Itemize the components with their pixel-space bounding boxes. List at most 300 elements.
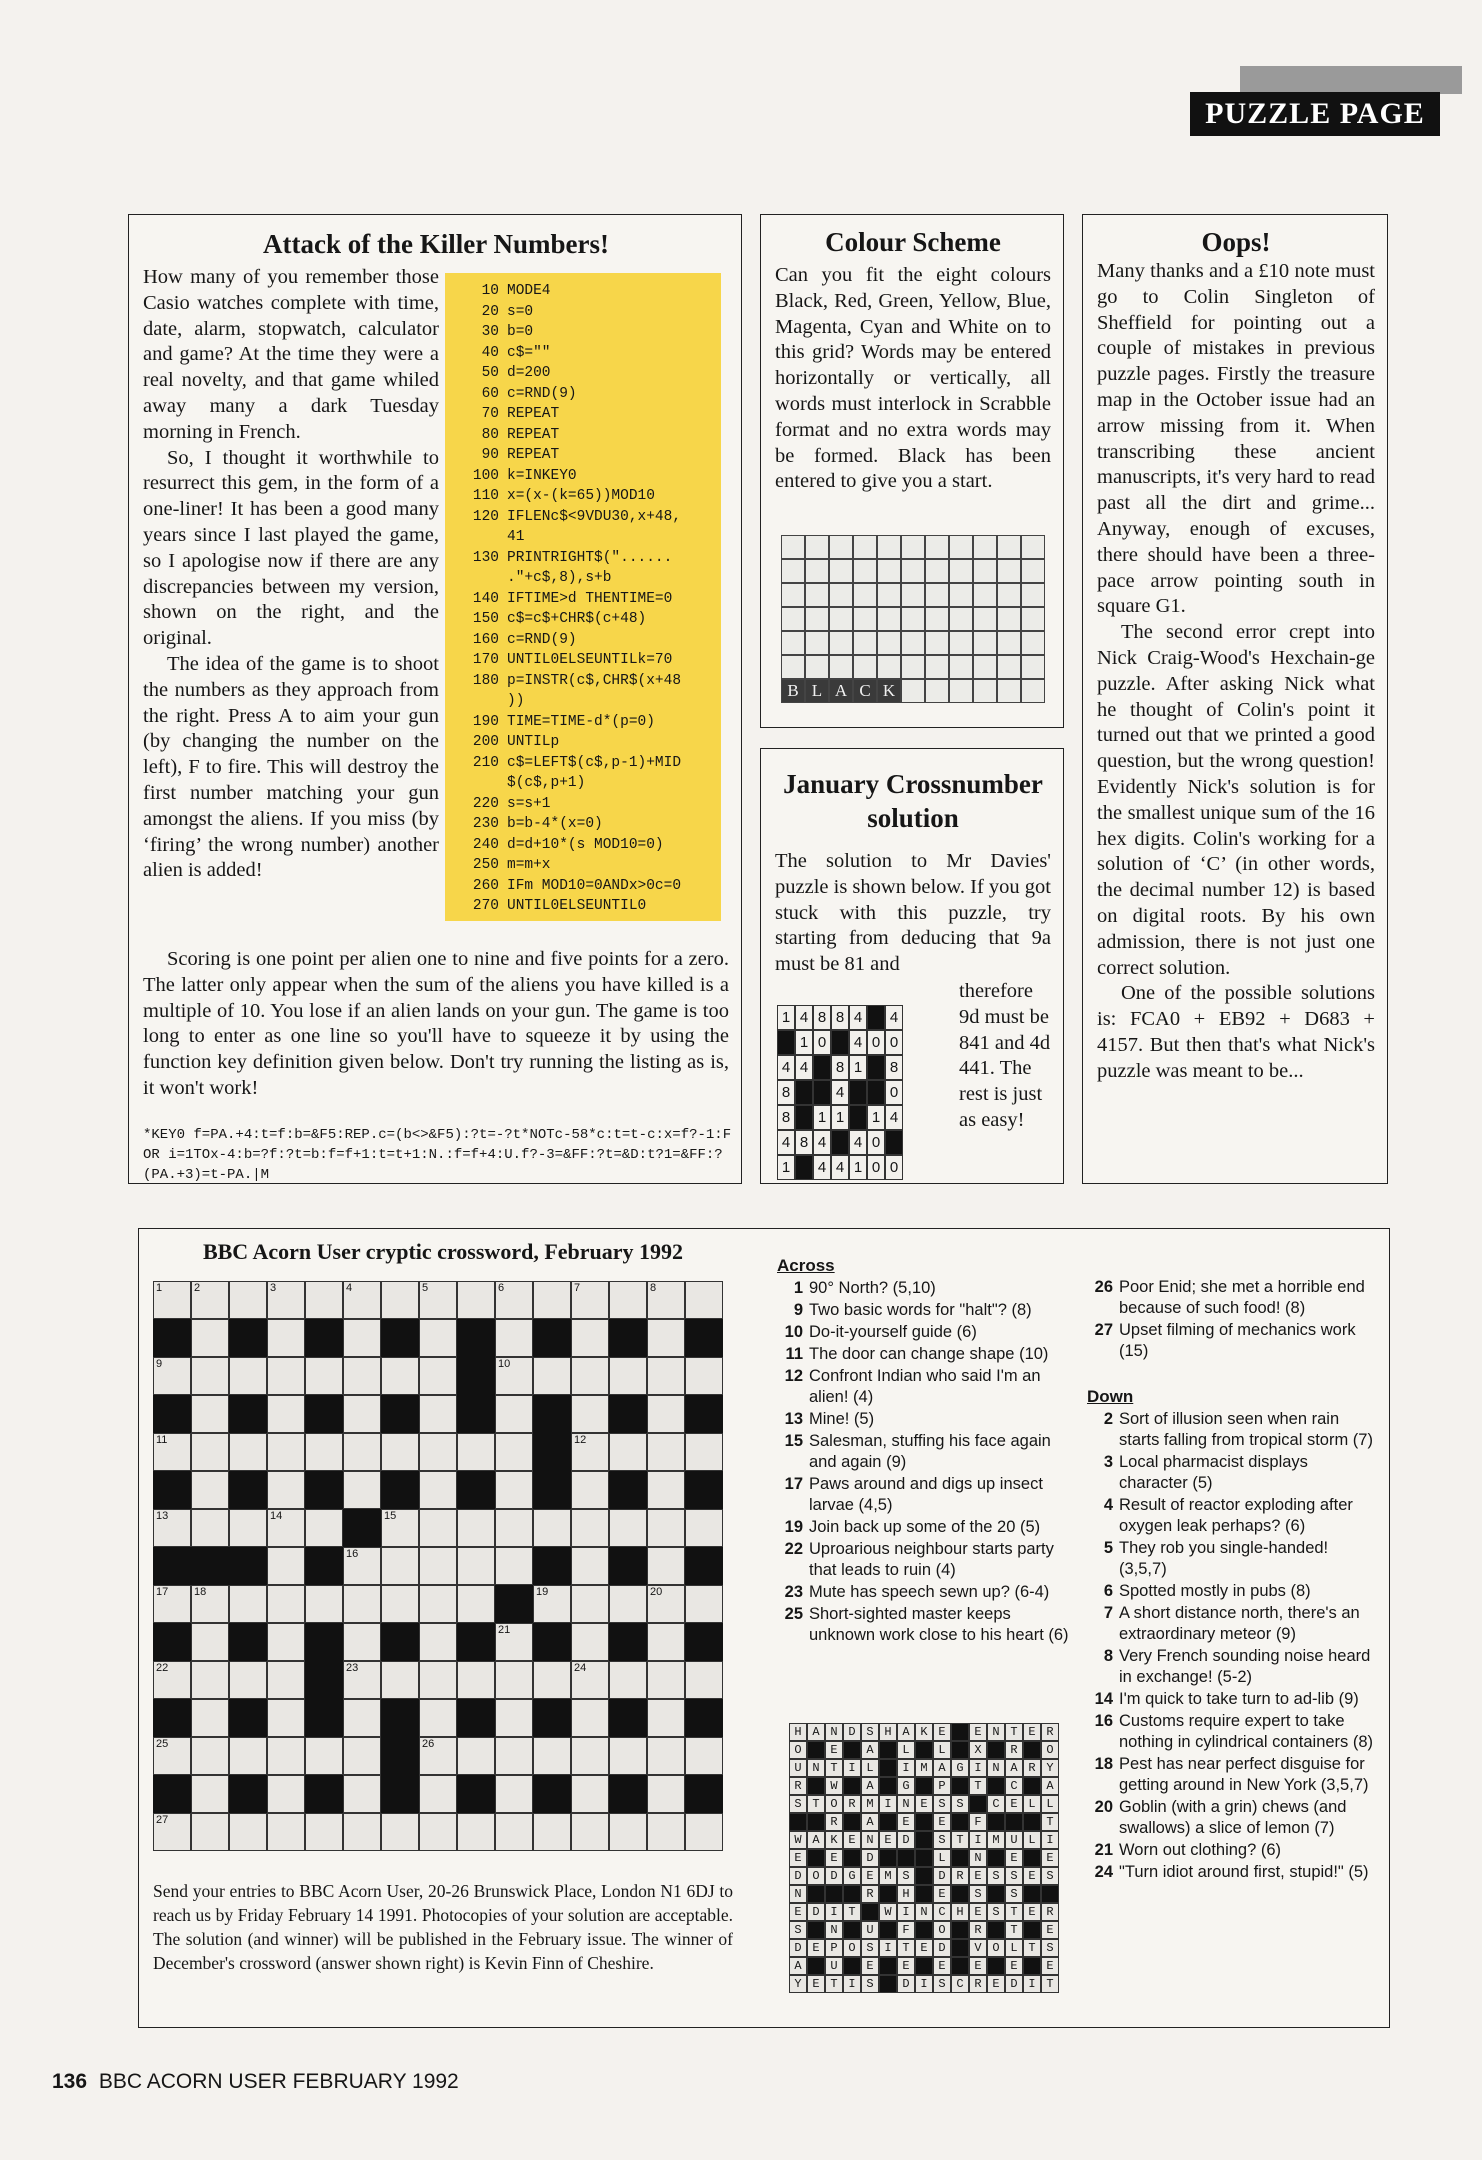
colour-grid-cell[interactable] (805, 607, 829, 631)
crossword-cell[interactable] (267, 1395, 305, 1433)
crossword-block (533, 1699, 571, 1737)
colour-grid-cell[interactable] (949, 655, 973, 679)
colour-grid-cell[interactable] (901, 679, 925, 703)
crossword-cell[interactable] (267, 1281, 305, 1319)
crossword-cell[interactable] (267, 1623, 305, 1661)
listing-line (455, 609, 713, 630)
crossword-cell[interactable] (495, 1395, 533, 1433)
colour-grid-cell[interactable]: K (877, 679, 901, 703)
crossword-cell[interactable] (191, 1281, 229, 1319)
colour-grid-cell[interactable] (853, 655, 877, 679)
crossword-block (457, 1471, 495, 1509)
crossword-cell[interactable] (343, 1737, 381, 1775)
crossword-cell[interactable] (533, 1281, 571, 1319)
crossword-cell[interactable] (343, 1433, 381, 1471)
clue-text: Paws around and digs up insect larvae (4,5) (809, 1475, 1043, 1514)
crossword-cell[interactable] (457, 1813, 495, 1851)
crossword-block (381, 1395, 419, 1433)
crossword-cell[interactable] (191, 1661, 229, 1699)
line-code: UNTILp (507, 734, 560, 750)
colour-grid-cell[interactable] (877, 631, 901, 655)
crossword-cell[interactable] (647, 1623, 685, 1661)
colour-grid-cell[interactable] (1021, 607, 1045, 631)
colour-grid-cell[interactable] (781, 583, 805, 607)
clue-item (777, 1474, 1069, 1516)
crossword-block (191, 1547, 229, 1585)
colour-grid-cell[interactable] (1021, 559, 1045, 583)
crossword-cell[interactable] (571, 1281, 609, 1319)
crossword-block (609, 1775, 647, 1813)
crossword-cell[interactable] (343, 1585, 381, 1623)
colour-text (775, 263, 1051, 495)
crossword-cell[interactable] (343, 1395, 381, 1433)
clue-number: 11 (785, 1345, 803, 1363)
colour-grid-cell[interactable] (925, 535, 949, 559)
colour-grid-cell[interactable] (997, 679, 1021, 703)
solution-cell: E (915, 1795, 933, 1813)
crossword-cell[interactable] (343, 1813, 381, 1851)
killer-paragraph-3: The idea of the game is to shoot the numbers as they approach from the right. Press A to aim your gun (by changing the number on the left), F to fire. This will destroy the first number matching your gun amongst the aliens. If you miss (by ‘firing’ the wrong number) another alien is added! (143, 652, 439, 882)
crossnumber-cell (813, 1055, 831, 1080)
clue-number-label: 9 (156, 1358, 163, 1370)
crossword-cell[interactable] (457, 1281, 495, 1319)
killer-intro (143, 265, 439, 884)
crossword-cell[interactable] (191, 1775, 229, 1813)
colour-grid-cell[interactable] (997, 655, 1021, 679)
crossword-cell[interactable] (609, 1357, 647, 1395)
crossword-cell[interactable] (153, 1281, 191, 1319)
colour-grid-cell[interactable] (853, 631, 877, 655)
crossword-cell[interactable] (419, 1623, 457, 1661)
crossword-cell[interactable] (647, 1775, 685, 1813)
crossword-cell[interactable] (457, 1661, 495, 1699)
crossword-cell[interactable] (495, 1509, 533, 1547)
solution-cell: L (1041, 1795, 1059, 1813)
solution-cell: H (897, 1885, 915, 1903)
colour-grid-cell[interactable] (997, 631, 1021, 655)
line-code: REPEAT (507, 426, 560, 443)
solution-cell: G (897, 1777, 915, 1795)
crossword-cell[interactable] (381, 1547, 419, 1585)
solution-cell (1023, 1921, 1041, 1939)
clue-number-label: 27 (156, 1814, 169, 1826)
colour-grid-cell[interactable] (973, 679, 997, 703)
crossword-cell[interactable] (267, 1661, 305, 1699)
crossword-cell[interactable] (419, 1357, 457, 1395)
colour-grid-cell[interactable] (1021, 655, 1045, 679)
crossword-cell[interactable] (267, 1471, 305, 1509)
crossword-cell[interactable] (343, 1281, 381, 1319)
crossword-cell[interactable] (153, 1357, 191, 1395)
down-heading: Down (1087, 1387, 1134, 1406)
crossword-cell[interactable] (419, 1661, 457, 1699)
solution-cell: Y (789, 1975, 807, 1993)
solution-cell: E (807, 1939, 825, 1957)
crossword-cell[interactable] (495, 1661, 533, 1699)
crossword-cell[interactable] (305, 1585, 343, 1623)
colour-grid-cell[interactable]: L (805, 679, 829, 703)
colour-grid-cell[interactable] (1021, 583, 1045, 607)
colour-grid-cell[interactable] (1021, 535, 1045, 559)
crossword-cell[interactable] (229, 1661, 267, 1699)
clue-text: The door can change shape (10) (809, 1345, 1049, 1363)
colour-grid-cell[interactable] (781, 607, 805, 631)
crossword-cell[interactable] (153, 1661, 191, 1699)
crossword-cell[interactable] (419, 1509, 457, 1547)
crossword-cell[interactable] (343, 1661, 381, 1699)
crossword-cell[interactable] (457, 1737, 495, 1775)
crossword-cell[interactable] (571, 1661, 609, 1699)
crossword-cell[interactable] (381, 1509, 419, 1547)
crossword-cell[interactable] (457, 1547, 495, 1585)
crossword-cell[interactable] (191, 1395, 229, 1433)
solution-cell: R (1005, 1741, 1023, 1759)
crossword-cell[interactable] (267, 1737, 305, 1775)
crossword-cell[interactable] (533, 1661, 571, 1699)
colour-grid-cell[interactable] (925, 655, 949, 679)
crossword-cell[interactable] (571, 1737, 609, 1775)
crossword-cell[interactable] (647, 1319, 685, 1357)
colour-grid-cell[interactable] (949, 559, 973, 583)
colour-grid-cell[interactable] (973, 655, 997, 679)
colour-grid-cell[interactable] (805, 535, 829, 559)
crossword-cell[interactable] (571, 1395, 609, 1433)
colour-grid-cell[interactable] (901, 583, 925, 607)
colour-grid-cell[interactable] (949, 535, 973, 559)
colour-grid-cell[interactable] (781, 535, 805, 559)
crossword-cell[interactable] (343, 1357, 381, 1395)
colour-grid-cell[interactable] (829, 559, 853, 583)
crossword-cell[interactable] (457, 1585, 495, 1623)
crossword-cell[interactable] (267, 1813, 305, 1851)
crossword-cell[interactable] (381, 1433, 419, 1471)
crossword-cell[interactable] (609, 1813, 647, 1851)
crossword-cell[interactable] (571, 1813, 609, 1851)
colour-grid-cell[interactable] (949, 679, 973, 703)
crossword-cell[interactable] (419, 1699, 457, 1737)
crossword-cell[interactable] (191, 1699, 229, 1737)
colour-grid-cell[interactable] (973, 583, 997, 607)
crossword-cell[interactable] (419, 1319, 457, 1357)
crossword-cell[interactable] (647, 1813, 685, 1851)
crossword-cell[interactable] (229, 1281, 267, 1319)
colour-grid-cell[interactable] (925, 559, 949, 583)
crossword-cell[interactable] (571, 1357, 609, 1395)
crossword-cell[interactable] (495, 1813, 533, 1851)
line-number: 120 (472, 508, 499, 525)
crossword-cell[interactable] (647, 1661, 685, 1699)
solution-cell (951, 1723, 969, 1741)
colour-grid-cell[interactable] (1021, 631, 1045, 655)
solution-cell (879, 1741, 897, 1759)
crossword-cell[interactable] (647, 1471, 685, 1509)
crossword-cell[interactable] (267, 1319, 305, 1357)
colour-grid-cell[interactable] (925, 607, 949, 631)
crossword-cell[interactable] (647, 1433, 685, 1471)
crossword-cell[interactable] (533, 1509, 571, 1547)
crossword-cell[interactable] (267, 1585, 305, 1623)
crossword-cell[interactable] (647, 1509, 685, 1547)
solution-cell: R (1041, 1903, 1059, 1921)
crossword-cell[interactable] (609, 1433, 647, 1471)
colour-grid-cell[interactable] (805, 583, 829, 607)
solution-cell (807, 1777, 825, 1795)
crossword-cell[interactable] (571, 1509, 609, 1547)
colour-grid-cell[interactable] (829, 655, 853, 679)
crossword-cell[interactable] (419, 1547, 457, 1585)
colour-grid-cell[interactable] (925, 679, 949, 703)
colour-grid-cell[interactable] (949, 607, 973, 631)
line-code: s=s+1 (507, 795, 551, 812)
crossword-cell[interactable] (495, 1775, 533, 1813)
colour-grid-cell[interactable] (949, 583, 973, 607)
crossword-cell[interactable] (571, 1585, 609, 1623)
crossword-block (533, 1623, 571, 1661)
crossword-cell[interactable] (609, 1281, 647, 1319)
solution-cell: E (1023, 1903, 1041, 1921)
crossword-cell[interactable] (685, 1433, 723, 1471)
crossword-block (153, 1623, 191, 1661)
crossword-cell[interactable] (305, 1433, 343, 1471)
crossword-cell[interactable] (647, 1395, 685, 1433)
crossword-cell[interactable] (267, 1775, 305, 1813)
crossword-cell[interactable] (571, 1433, 609, 1471)
solution-cell: C (987, 1795, 1005, 1813)
crossword-cell[interactable] (191, 1509, 229, 1547)
crossword-block (685, 1471, 723, 1509)
line-code: IFTIME>d THENTIME=0 (507, 590, 673, 607)
solution-cell: O (987, 1939, 1005, 1957)
crossword-cell[interactable] (571, 1319, 609, 1357)
crossword-cell[interactable] (457, 1433, 495, 1471)
crossword-cell[interactable] (495, 1433, 533, 1471)
colour-grid-cell[interactable] (925, 631, 949, 655)
crossword-cell[interactable] (647, 1737, 685, 1775)
line-code: c=RND(9) (507, 385, 577, 402)
colour-grid-cell[interactable] (853, 535, 877, 559)
crossword-cell[interactable] (495, 1281, 533, 1319)
colour-grid-cell[interactable] (877, 535, 901, 559)
crossword-cell[interactable] (647, 1699, 685, 1737)
crossword-cell[interactable] (609, 1509, 647, 1547)
crossword-cell[interactable] (685, 1281, 723, 1319)
crossword-cell[interactable] (191, 1433, 229, 1471)
crossword-cell[interactable] (343, 1775, 381, 1813)
crossword-cell[interactable] (191, 1319, 229, 1357)
crossword-cell[interactable] (343, 1623, 381, 1661)
crossword-cell[interactable] (153, 1585, 191, 1623)
crossword-cell[interactable] (381, 1813, 419, 1851)
colour-grid-cell[interactable] (829, 607, 853, 631)
crossword-cell[interactable] (419, 1433, 457, 1471)
crossword-cell[interactable] (419, 1585, 457, 1623)
crossword-cell[interactable] (419, 1281, 457, 1319)
colour-grid-cell[interactable]: B (781, 679, 805, 703)
crossword-cell[interactable] (267, 1433, 305, 1471)
colour-grid-cell[interactable] (805, 655, 829, 679)
colour-grid-cell[interactable] (781, 559, 805, 583)
solution-cell (879, 1885, 897, 1903)
crossword-cell[interactable] (191, 1357, 229, 1395)
crossword-cell[interactable] (229, 1433, 267, 1471)
colour-grid-cell[interactable] (853, 607, 877, 631)
crossword-cell[interactable] (571, 1547, 609, 1585)
crossword-cell[interactable] (191, 1623, 229, 1661)
crossword-cell[interactable] (153, 1433, 191, 1471)
colour-grid-cell[interactable] (805, 631, 829, 655)
colour-grid-cell[interactable] (901, 607, 925, 631)
crossword-cell[interactable] (267, 1699, 305, 1737)
crossword-cell[interactable] (229, 1585, 267, 1623)
colour-grid-cell[interactable]: C (853, 679, 877, 703)
crossword-cell[interactable] (419, 1775, 457, 1813)
crossword-cell[interactable] (381, 1585, 419, 1623)
colour-grid-cell[interactable] (853, 559, 877, 583)
crossword-cell[interactable] (153, 1509, 191, 1547)
publication-line: BBC ACORN USER FEBRUARY 1992 (98, 2070, 459, 2093)
crossword-cell[interactable] (267, 1357, 305, 1395)
crossword-cell[interactable] (381, 1357, 419, 1395)
colour-grid-cell[interactable]: A (829, 679, 853, 703)
crossword-cell[interactable] (305, 1281, 343, 1319)
crossword-cell[interactable] (419, 1471, 457, 1509)
crossword-cell[interactable] (495, 1357, 533, 1395)
line-number: 130 (472, 549, 499, 566)
crossword-cell[interactable] (495, 1547, 533, 1585)
solution-cell (987, 1777, 1005, 1795)
crossword-cell[interactable] (305, 1357, 343, 1395)
crossword-cell[interactable] (343, 1547, 381, 1585)
colour-grid-cell[interactable] (973, 631, 997, 655)
crossword-cell[interactable] (609, 1585, 647, 1623)
crossword-cell[interactable] (305, 1737, 343, 1775)
crossword-cell[interactable] (647, 1281, 685, 1319)
crossword-cell[interactable] (229, 1357, 267, 1395)
crossword-cell[interactable] (533, 1357, 571, 1395)
crossword-cell[interactable] (343, 1319, 381, 1357)
crossword-cell[interactable] (533, 1585, 571, 1623)
crossword-cell[interactable] (533, 1813, 571, 1851)
clue-item (1087, 1409, 1377, 1451)
colour-grid-cell[interactable] (853, 583, 877, 607)
crossword-cell[interactable] (609, 1661, 647, 1699)
colour-grid-cell[interactable] (973, 535, 997, 559)
colour-grid-cell[interactable] (925, 583, 949, 607)
colour-grid-cell[interactable] (877, 559, 901, 583)
crossword-cell[interactable] (381, 1661, 419, 1699)
crossword-cell[interactable] (647, 1357, 685, 1395)
crossword-cell[interactable] (153, 1813, 191, 1851)
crossword-cell[interactable] (191, 1737, 229, 1775)
crossword-cell[interactable] (571, 1775, 609, 1813)
colour-grid-cell[interactable] (877, 655, 901, 679)
solution-cell (879, 1975, 897, 1993)
crossword-cell[interactable] (571, 1471, 609, 1509)
crossword-cell[interactable] (267, 1547, 305, 1585)
crossword-cell[interactable] (647, 1585, 685, 1623)
crossword-cell[interactable] (685, 1813, 723, 1851)
listing-line (455, 322, 713, 343)
crossword-cell[interactable] (305, 1813, 343, 1851)
crossword-cell[interactable] (495, 1471, 533, 1509)
solution-cell (843, 1777, 861, 1795)
crossword-cell[interactable] (191, 1585, 229, 1623)
crossword-cell[interactable] (533, 1737, 571, 1775)
solution-cell: A (1041, 1777, 1059, 1795)
crossword-cell[interactable] (229, 1813, 267, 1851)
solution-cell: L (1023, 1831, 1041, 1849)
crossword-cell[interactable] (571, 1699, 609, 1737)
colour-grid-cell[interactable] (805, 559, 829, 583)
colour-grid-cell[interactable] (997, 559, 1021, 583)
crossword-cell[interactable] (495, 1319, 533, 1357)
crossword-cell[interactable] (609, 1737, 647, 1775)
colour-grid-cell[interactable] (829, 583, 853, 607)
crossword-cell[interactable] (191, 1813, 229, 1851)
crossword-cell[interactable] (419, 1813, 457, 1851)
colour-grid-cell[interactable] (829, 631, 853, 655)
crossword-cell[interactable] (305, 1509, 343, 1547)
colour-grid-cell[interactable] (877, 607, 901, 631)
crossword-cell[interactable] (685, 1737, 723, 1775)
crossnumber-cell: 1 (795, 1030, 813, 1055)
crossword-cell[interactable] (571, 1623, 609, 1661)
crossword-cell[interactable] (229, 1509, 267, 1547)
listing-line (455, 773, 713, 794)
colour-grid-cell[interactable] (901, 655, 925, 679)
colour-grid-cell[interactable] (997, 607, 1021, 631)
crossword-cell[interactable] (495, 1623, 533, 1661)
colour-grid-cell[interactable] (781, 631, 805, 655)
crossword-cell[interactable] (685, 1357, 723, 1395)
crossword-cell[interactable] (685, 1509, 723, 1547)
crossword-cell[interactable] (685, 1585, 723, 1623)
solution-cell (1023, 1957, 1041, 1975)
colour-grid-cell[interactable] (997, 535, 1021, 559)
colour-grid-cell[interactable] (997, 583, 1021, 607)
colour-grid-cell[interactable] (877, 583, 901, 607)
december-solution-grid (789, 1723, 1061, 1995)
crossword-cell[interactable] (229, 1737, 267, 1775)
crossword-cell[interactable] (267, 1509, 305, 1547)
colour-grid-cell[interactable] (901, 535, 925, 559)
crossword-cell[interactable] (685, 1661, 723, 1699)
crossword-cell[interactable] (647, 1547, 685, 1585)
colour-grid-cell[interactable] (973, 559, 997, 583)
crossword-cell[interactable] (343, 1699, 381, 1737)
clue-number: 20 (1094, 1798, 1113, 1816)
colour-grid-cell[interactable] (901, 559, 925, 583)
crossword-cell[interactable] (419, 1737, 457, 1775)
crossword-cell[interactable] (495, 1737, 533, 1775)
crossword-cell[interactable] (381, 1281, 419, 1319)
crossword-cell[interactable] (191, 1471, 229, 1509)
crossword-cell[interactable] (153, 1737, 191, 1775)
colour-grid-cell[interactable] (949, 631, 973, 655)
colour-grid-cell[interactable] (1021, 679, 1045, 703)
solution-cell: U (861, 1921, 879, 1939)
clue-item (1087, 1320, 1377, 1362)
colour-grid-cell[interactable] (973, 607, 997, 631)
crossword-cell[interactable] (495, 1699, 533, 1737)
colour-grid-cell[interactable] (781, 655, 805, 679)
crossword-cell[interactable] (343, 1471, 381, 1509)
crossword-cell[interactable] (457, 1509, 495, 1547)
crossnumber-cell (867, 1055, 885, 1080)
crossword-cell[interactable] (419, 1395, 457, 1433)
colour-grid-cell[interactable] (829, 535, 853, 559)
colour-grid-cell[interactable] (901, 631, 925, 655)
